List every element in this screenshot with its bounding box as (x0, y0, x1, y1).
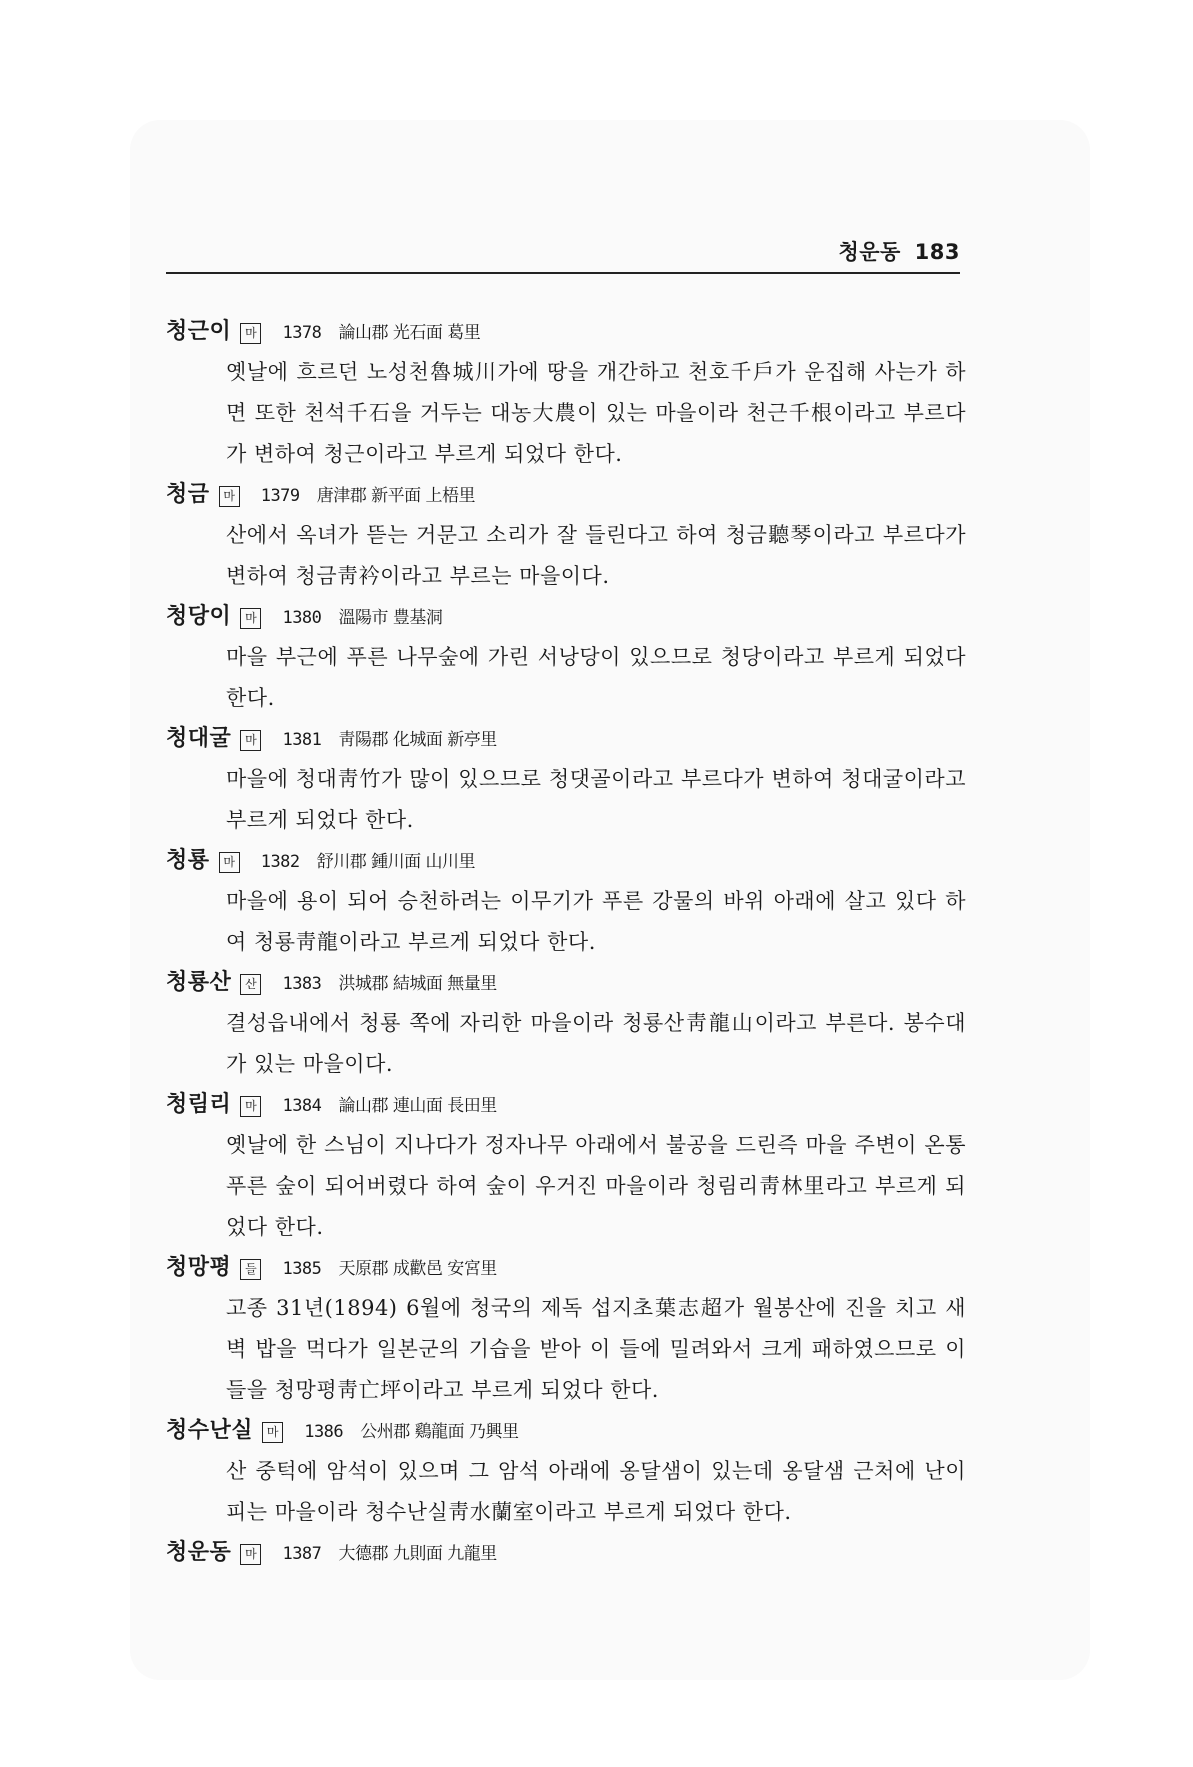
dictionary-entry (166, 312, 966, 475)
dictionary-entry (166, 1085, 966, 1248)
dictionary-entry (166, 1533, 966, 1573)
page-number: 183 (914, 240, 960, 264)
entry-type-badge: 산 (240, 974, 261, 995)
entry-head (166, 475, 966, 515)
dictionary-entry (166, 1411, 966, 1533)
entry-headword: 청룡 (166, 848, 210, 873)
entry-head (166, 1085, 966, 1125)
entry-location: 天原郡 成歡邑 安宮里 (338, 1259, 497, 1279)
entry-headword: 청망평 (166, 1255, 232, 1280)
entry-number: 1382 (260, 852, 300, 872)
entry-description: 산에서 옥녀가 뜯는 거문고 소리가 잘 들린다고 하여 청금聽琴이라고 부르다가 변하여 청금靑衿이라고 부르는 마을이다. (226, 523, 966, 588)
entry-description: 고종 31년(1894) 6월에 청국의 제독 섭지초葉志超가 월봉산에 진을 치고 새벽 밥을 먹다가 일본군의 기습을 받아 이 들에 밀려와서 크게 패하였으므로 이 들을 청망평靑亡坪이라고 부르게 되었다 한다. (226, 1296, 966, 1402)
entry-description: 마을에 용이 되어 승천하려는 이무기가 푸른 강물의 바위 아래에 살고 있다 하여 청룡靑龍이라고 부르게 되었다 한다. (226, 889, 966, 954)
dictionary-entries (166, 312, 966, 1573)
entry-description: 결성읍내에서 청룡 쪽에 자리한 마을이라 청룡산靑龍山이라고 부른다. 봉수대가 있는 마을이다. (226, 1011, 966, 1076)
entry-number: 1386 (304, 1422, 344, 1442)
entry-type-badge: 마 (219, 852, 240, 873)
entry-head (166, 1411, 966, 1451)
entry-type-badge: 마 (240, 608, 261, 629)
entry-number: 1379 (260, 486, 300, 506)
dictionary-entry (166, 597, 966, 719)
entry-type-badge: 마 (262, 1422, 283, 1443)
dictionary-entry (166, 841, 966, 963)
entry-headword: 청림리 (166, 1092, 232, 1117)
entry-head (166, 963, 966, 1003)
entry-location: 唐津郡 新平面 上梧里 (316, 486, 476, 506)
entry-number: 1381 (282, 730, 322, 750)
entry-number: 1387 (282, 1544, 322, 1564)
entry-number: 1378 (282, 323, 322, 343)
entry-number: 1380 (282, 608, 322, 628)
entry-location: 論山郡 光石面 葛里 (338, 323, 481, 343)
entry-description: 옛날에 흐르던 노성천魯城川가에 땅을 개간하고 천호千戶가 운집해 사는가 하면 또한 천석千石을 거두는 대농大農이 있는 마을이라 천근千根이라고 부르다가 변하여 청근이라고 부르게 되었다 한다. (226, 360, 966, 466)
entry-headword: 청당이 (166, 604, 232, 629)
dictionary-entry (166, 1248, 966, 1411)
entry-description: 산 중턱에 암석이 있으며 그 암석 아래에 옹달샘이 있는데 옹달샘 근처에 난이 피는 마을이라 청수난실靑水蘭室이라고 부르게 되었다 한다. (226, 1459, 966, 1524)
entry-head (166, 312, 966, 352)
entry-description: 마을 부근에 푸른 나무숲에 가린 서낭당이 있으므로 청당이라고 부르게 되었다 한다. (226, 645, 966, 710)
entry-head (166, 1533, 966, 1573)
dictionary-entry (166, 719, 966, 841)
entry-head (166, 597, 966, 637)
running-head (832, 236, 960, 266)
entry-number: 1385 (282, 1259, 322, 1279)
entry-head (166, 1248, 966, 1288)
running-title: 청운동 (838, 240, 901, 264)
entry-location: 溫陽市 豊基洞 (338, 608, 443, 628)
entry-location: 大德郡 九則面 九龍里 (338, 1544, 497, 1564)
dictionary-entry (166, 963, 966, 1085)
entry-head (166, 719, 966, 759)
entry-location: 洪城郡 結城面 無量里 (338, 974, 497, 994)
entry-headword: 청수난실 (166, 1418, 254, 1443)
entry-headword: 청금 (166, 482, 210, 507)
entry-headword: 청근이 (166, 319, 232, 344)
entry-headword: 청운동 (166, 1540, 232, 1565)
entry-location: 舒川郡 鍾川面 山川里 (316, 852, 476, 872)
entry-type-badge: 마 (240, 323, 261, 344)
entry-location: 靑陽郡 化城面 新亭里 (338, 730, 497, 750)
entry-description: 마을에 청대靑竹가 많이 있으므로 청댓골이라고 부르다가 변하여 청대굴이라고 부르게 되었다 한다. (226, 767, 966, 832)
entry-headword: 청룡산 (166, 970, 232, 995)
entry-type-badge: 들 (240, 1259, 261, 1280)
entry-head (166, 841, 966, 881)
entry-type-badge: 마 (240, 730, 261, 751)
entry-location: 公州郡 鷄龍面 乃興里 (360, 1422, 519, 1442)
entry-headword: 청대굴 (166, 726, 232, 751)
entry-number: 1384 (282, 1096, 322, 1116)
entry-type-badge: 마 (240, 1096, 261, 1117)
page-header (166, 236, 960, 274)
entry-type-badge: 마 (219, 486, 240, 507)
dictionary-entry (166, 475, 966, 597)
entry-description: 옛날에 한 스님이 지나다가 정자나무 아래에서 불공을 드린즉 마을 주변이 온통 푸른 숲이 되어버렸다 하여 숲이 우거진 마을이라 청림리靑林里라고 부르게 되었다 한다. (226, 1133, 966, 1239)
entry-number: 1383 (282, 974, 322, 994)
entry-location: 論山郡 連山面 長田里 (338, 1096, 497, 1116)
entry-type-badge: 마 (240, 1544, 261, 1565)
